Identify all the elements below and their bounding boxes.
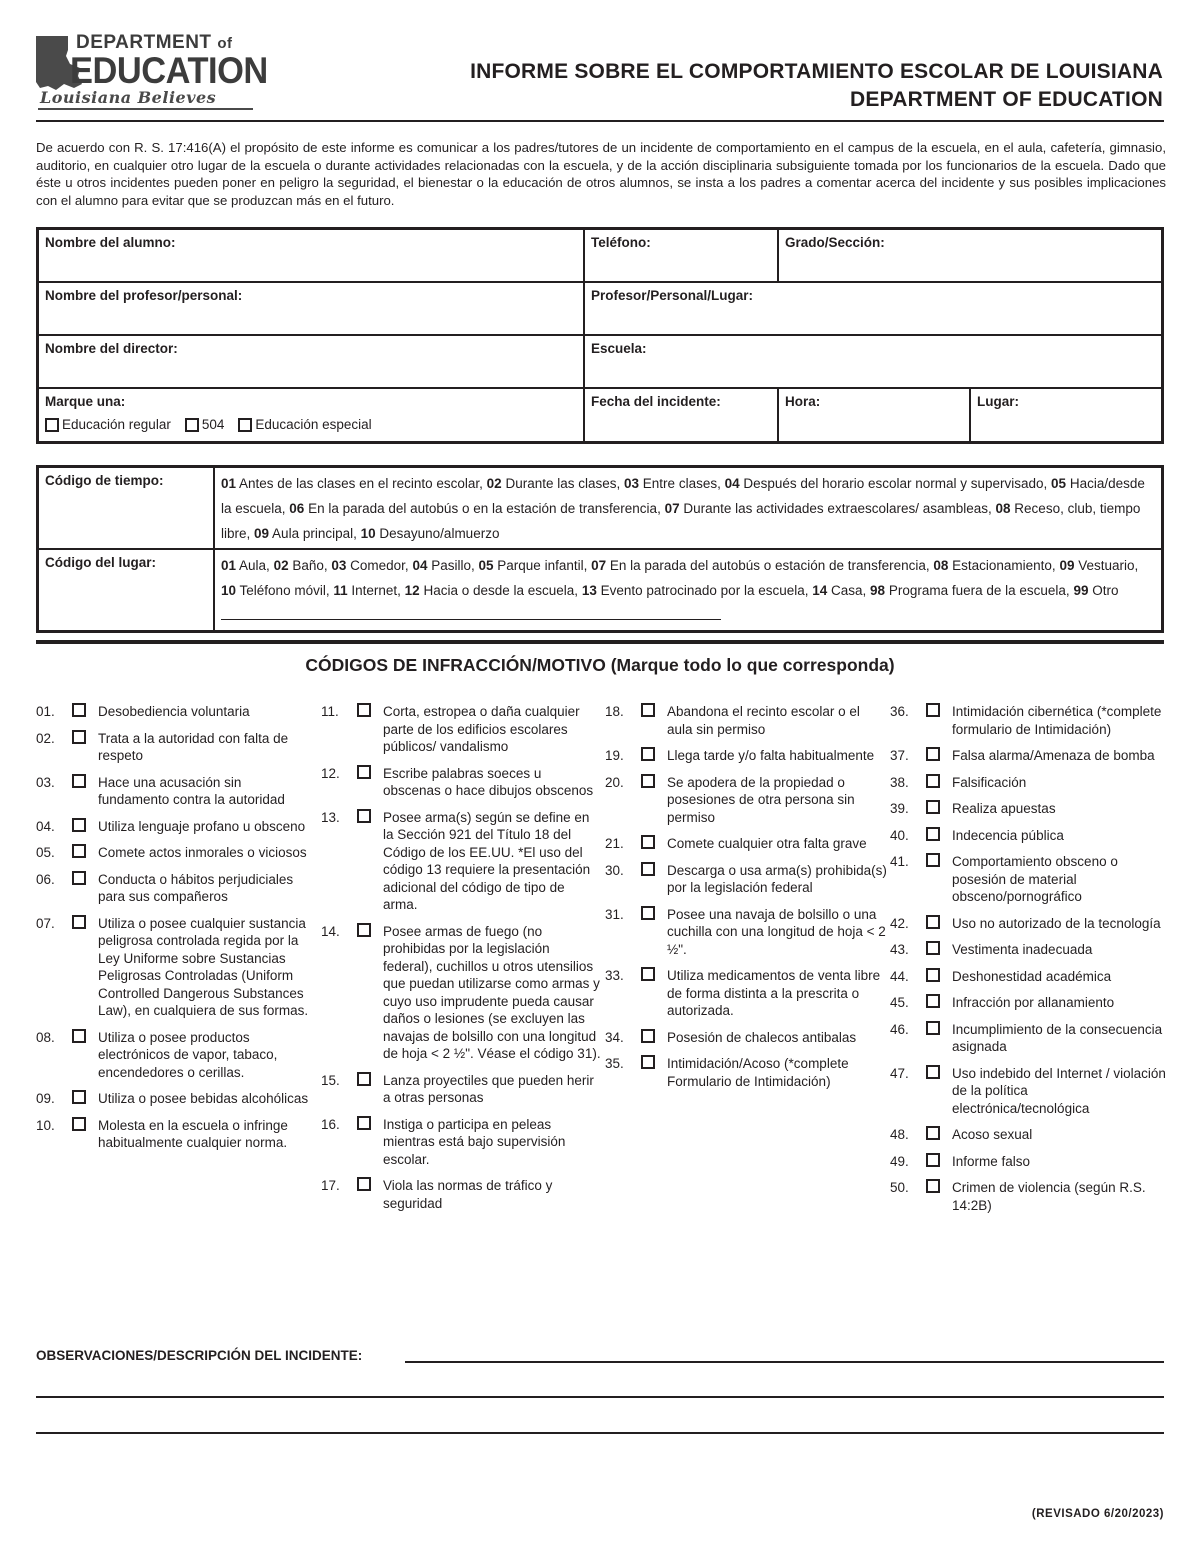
- option-regular-label: Educación regular: [62, 417, 171, 432]
- teacher-place-field[interactable]: [585, 283, 1161, 334]
- infraction-text: Deshonestidad académica: [952, 968, 1112, 984]
- infraction-item-14: [321, 923, 601, 1063]
- code-description: Durante las clases,: [501, 476, 625, 491]
- infraction-text: Uso no autorizado de la tecnología: [952, 915, 1161, 931]
- infraction-text: Comete cualquier otra falta grave: [667, 836, 867, 851]
- teacher-name-label: Nombre del profesor/personal:: [45, 288, 243, 303]
- infraction-item-37: [890, 747, 1166, 765]
- code-description: Hacia o desde la escuela,: [419, 583, 582, 598]
- code-description: Desayuno/almuerzo: [375, 526, 500, 541]
- code-number: 09: [1059, 558, 1075, 573]
- infraction-item-10: [36, 1117, 312, 1152]
- infraction-number: 09.: [36, 1091, 55, 1106]
- infraction-checkbox[interactable]: [926, 1065, 940, 1079]
- infraction-item-15: [321, 1072, 601, 1107]
- school-field[interactable]: [585, 336, 1161, 387]
- infraction-item-43: [890, 941, 1166, 959]
- code-description: Casa,: [827, 583, 871, 598]
- infraction-number: 42.: [890, 915, 909, 931]
- place-code-row: [39, 548, 1161, 630]
- code-number: 13: [581, 583, 597, 598]
- header-divider: [36, 120, 1164, 122]
- infraction-checkbox[interactable]: [926, 853, 940, 867]
- infraction-item-36: [890, 703, 1166, 738]
- checkbox-504[interactable]: [185, 418, 199, 432]
- infraction-checkbox[interactable]: [926, 703, 940, 717]
- infraction-number: 43.: [890, 942, 909, 957]
- revision-date: (REVISADO 6/20/2023): [1031, 1508, 1164, 1520]
- time-field[interactable]: [779, 389, 971, 441]
- code-number: 98: [870, 583, 886, 598]
- option-special-label: Educación especial: [255, 417, 372, 432]
- infraction-number: 41.: [890, 854, 909, 869]
- infraction-number: 10.: [36, 1117, 55, 1133]
- section-divider: [36, 640, 1164, 644]
- code-number: 08: [933, 558, 949, 573]
- infraction-number: 01.: [36, 704, 55, 719]
- teacher-name-field[interactable]: [39, 283, 585, 334]
- infraction-number: 20.: [605, 774, 624, 790]
- infraction-text: Instiga o participa en peleas mientras está bajo supervisión escolar.: [383, 1116, 566, 1167]
- infraction-item-41: [890, 853, 1166, 906]
- observations-line-2[interactable]: [36, 1396, 1164, 1398]
- infraction-number: 03.: [36, 774, 55, 790]
- infractions-column-4: [890, 703, 1166, 1223]
- infraction-item-34: [605, 1029, 887, 1047]
- infraction-number: 04.: [36, 818, 55, 834]
- infraction-item-31: [605, 906, 887, 959]
- infraction-item-09: [36, 1090, 312, 1108]
- infraction-checkbox[interactable]: [357, 1072, 371, 1086]
- infraction-text: Se apodera de la propiedad o posesiones de otra persona sin permiso: [667, 774, 855, 825]
- form-subtitle: DEPARTMENT OF EDUCATION: [850, 88, 1163, 111]
- infraction-checkbox[interactable]: [72, 774, 86, 788]
- infraction-item-30: [605, 862, 887, 897]
- code-number: 14: [812, 583, 828, 598]
- infraction-checkbox[interactable]: [641, 703, 655, 717]
- infraction-text: Indecencia pública: [952, 827, 1064, 843]
- infraction-number: 30.: [605, 862, 624, 878]
- school-label: Escuela:: [591, 341, 647, 356]
- infractions-column-3: [605, 703, 887, 1099]
- infraction-item-39: [890, 800, 1166, 818]
- infraction-number: 21.: [605, 836, 624, 851]
- code-description: En la parada del autobús o en la estación de transferencia,: [304, 501, 665, 516]
- infractions-column-2: [321, 703, 601, 1221]
- infraction-checkbox[interactable]: [926, 941, 940, 955]
- infraction-text: Utiliza o posee bebidas alcohólicas: [98, 1091, 309, 1106]
- infraction-number: 44.: [890, 968, 909, 984]
- infraction-item-40: [890, 827, 1166, 845]
- infraction-checkbox[interactable]: [926, 1179, 940, 1193]
- infraction-number: 38.: [890, 774, 909, 790]
- infraction-text: Intimidación/Acoso (*complete Formulario de Intimidación): [667, 1056, 849, 1089]
- code-number: 01: [221, 476, 237, 491]
- infraction-item-35: [605, 1055, 887, 1090]
- infraction-checkbox[interactable]: [641, 747, 655, 761]
- infraction-checkbox[interactable]: [72, 915, 86, 929]
- code-description: Después del horario escolar normal y supervisado,: [739, 476, 1052, 491]
- department-logo: [34, 30, 268, 112]
- time-code-label: Código de tiempo:: [39, 468, 215, 548]
- code-number: 10: [360, 526, 376, 541]
- code-description: Parque infantil,: [493, 558, 592, 573]
- observations-line-1[interactable]: [405, 1361, 1164, 1363]
- infraction-text: Llega tarde y/o falta habitualmente: [667, 748, 875, 763]
- infraction-text: Uso indebido del Internet / violación de la política electrónica/tecnológica: [952, 1065, 1166, 1116]
- infraction-number: 34.: [605, 1029, 624, 1045]
- infraction-checkbox[interactable]: [72, 844, 86, 858]
- infraction-text: Descarga o usa arma(s) prohibida(s) por la legislación federal: [667, 862, 887, 895]
- infraction-item-20: [605, 774, 887, 827]
- code-description: Aula principal,: [269, 526, 361, 541]
- infraction-item-03: [36, 774, 312, 809]
- infraction-item-04: [36, 818, 312, 836]
- infraction-item-12: [321, 765, 601, 800]
- code-number: 08: [995, 501, 1011, 516]
- code-number: 07: [591, 558, 607, 573]
- checkbox-regular-education[interactable]: [45, 418, 59, 432]
- infraction-item-18: [605, 703, 887, 738]
- infraction-text: Posee una navaja de bolsillo o una cuchilla con una longitud de hoja < 2 ½".: [667, 906, 886, 957]
- phone-label: Teléfono:: [591, 235, 651, 250]
- infraction-text: Corta, estropea o daña cualquier parte de los edificios escolares públicos/ vandalismo: [383, 704, 580, 754]
- infraction-number: 16.: [321, 1116, 340, 1132]
- info-row-teacher: [39, 283, 1161, 336]
- infraction-checkbox[interactable]: [357, 1177, 371, 1191]
- infraction-checkbox[interactable]: [926, 800, 940, 814]
- infraction-checkbox[interactable]: [641, 1029, 655, 1043]
- infraction-number: 48.: [890, 1127, 909, 1142]
- infraction-checkbox[interactable]: [72, 703, 86, 717]
- infraction-text: Falsificación: [952, 774, 1027, 790]
- infraction-text: Crimen de violencia (según R.S. 14:2B): [952, 1180, 1146, 1213]
- place-label: Lugar:: [977, 394, 1019, 409]
- form-title: INFORME SOBRE EL COMPORTAMIENTO ESCOLAR DE LOUISIANA: [470, 60, 1163, 83]
- infraction-number: 11.: [321, 704, 339, 719]
- infractions-section-title: CÓDIGOS DE INFRACCIÓN/MOTIVO (Marque todo lo que corresponda): [305, 655, 895, 675]
- infraction-number: 45.: [890, 995, 909, 1010]
- infraction-text: Infracción por allanamiento: [952, 995, 1115, 1010]
- observations-label: OBSERVACIONES/DESCRIPCIÓN DEL INCIDENTE:: [36, 1348, 363, 1363]
- intro-paragraph: De acuerdo con R. S. 17:416(A) el propósito de este informe es comunicar a los padres/tutores de un incidente de comportamiento en el campus de la escuela, en el aula, cafetería, gimnasio, auditorio, en cualquier otro lugar de la escuela o durante actividades relacionadas con la escuela, y de la acción disciplinaria subsiguiente tomada por los funcionarios de la escuela. Dado que éste u otros incidentes pueden poner en peligro la seguridad, el bienestar o la educación de otros alumnos, se insta a los padres a comentar acerca del incidente y sus posibles implicaciones con el alumno para evitar que se produzcan más en el futuro.: [36, 140, 1166, 208]
- logo-underline: [38, 108, 253, 110]
- code-description: Aula,: [236, 558, 274, 573]
- other-place-blank[interactable]: [221, 606, 721, 620]
- infraction-checkbox[interactable]: [72, 1029, 86, 1043]
- infraction-item-19: [605, 747, 887, 765]
- infraction-text: Trata a la autoridad con falta de respeto: [98, 730, 289, 763]
- infraction-number: 13.: [321, 809, 340, 825]
- infraction-number: 18.: [605, 704, 624, 719]
- code-description: Teléfono móvil,: [236, 583, 334, 598]
- infraction-number: 05.: [36, 845, 55, 860]
- infraction-number: 02.: [36, 730, 55, 746]
- infraction-item-50: [890, 1179, 1166, 1214]
- code-description: Otro: [1088, 583, 1119, 598]
- infraction-checkbox[interactable]: [72, 1117, 86, 1131]
- code-description: Antes de las clases en el recinto escolar,: [236, 476, 487, 491]
- teacher-place-label: Profesor/Personal/Lugar:: [591, 288, 754, 303]
- infraction-checkbox[interactable]: [926, 747, 940, 761]
- infraction-number: 39.: [890, 801, 909, 816]
- code-number: 09: [254, 526, 270, 541]
- infraction-checkbox[interactable]: [357, 703, 371, 717]
- infraction-item-11: [321, 703, 601, 756]
- infraction-checkbox[interactable]: [926, 1126, 940, 1140]
- infraction-text: Incumplimiento de la consecuencia asignada: [952, 1021, 1163, 1054]
- infraction-checkbox[interactable]: [357, 765, 371, 779]
- mark-one-label: Marque una:: [45, 394, 126, 409]
- code-description: Entre clases,: [639, 476, 725, 491]
- infractions-column-1: [36, 703, 312, 1161]
- code-number: 11: [333, 583, 348, 598]
- principal-name-field[interactable]: [39, 336, 585, 387]
- code-number: 07: [664, 501, 680, 516]
- infraction-item-02: [36, 730, 312, 765]
- checkbox-special-education[interactable]: [238, 418, 252, 432]
- infraction-number: 15.: [321, 1072, 340, 1088]
- code-description: Evento patrocinado por la escuela,: [596, 583, 813, 598]
- code-number: 04: [724, 476, 740, 491]
- infraction-text: Molesta en la escuela o infringe habitualmente cualquier norma.: [98, 1117, 288, 1150]
- infraction-checkbox[interactable]: [641, 906, 655, 920]
- infraction-checkbox[interactable]: [926, 994, 940, 1008]
- infraction-item-21: [605, 835, 887, 853]
- code-number: 10: [221, 583, 237, 598]
- logo-line-education: EDUCATION: [70, 50, 268, 91]
- code-number: 02: [486, 476, 502, 491]
- infraction-checkbox[interactable]: [926, 968, 940, 982]
- infraction-item-13: [321, 809, 601, 914]
- infraction-text: Falsa alarma/Amenaza de bomba: [952, 748, 1155, 763]
- infraction-number: 07.: [36, 915, 55, 931]
- infraction-text: Utiliza medicamentos de venta libre de forma distinta a la prescrita o autorizada.: [667, 968, 881, 1018]
- student-name-label: Nombre del alumno:: [45, 235, 176, 250]
- infraction-checkbox[interactable]: [641, 967, 655, 981]
- infraction-checkbox[interactable]: [926, 827, 940, 841]
- infraction-checkbox[interactable]: [641, 862, 655, 876]
- code-description: Internet,: [347, 583, 405, 598]
- code-number: 01: [221, 558, 237, 573]
- code-description: Baño,: [288, 558, 332, 573]
- infraction-checkbox[interactable]: [926, 1021, 940, 1035]
- logo-line-department: DEPARTMENT of: [76, 32, 233, 53]
- time-label: Hora:: [785, 394, 821, 409]
- place-code-list: [215, 550, 1161, 630]
- info-row-principal: [39, 336, 1161, 389]
- infraction-checkbox[interactable]: [926, 915, 940, 929]
- infraction-checkbox[interactable]: [641, 835, 655, 849]
- code-number: 03: [331, 558, 347, 573]
- student-info-table: [36, 227, 1164, 444]
- info-row-program: [39, 389, 1161, 441]
- option-504-label: 504: [201, 417, 225, 432]
- code-description: En la parada del autobús o estación de transferencia,: [606, 558, 934, 573]
- infraction-checkbox[interactable]: [641, 1055, 655, 1069]
- infraction-number: 17.: [321, 1178, 340, 1193]
- code-number: 99: [1073, 583, 1089, 598]
- infraction-number: 08.: [36, 1029, 55, 1045]
- code-description: Programa fuera de la escuela,: [885, 583, 1074, 598]
- infraction-text: Posee armas de fuego (no prohibidas por la legislación federal), cuchillos u otros utensilios que puedan utilizarse como armas y cuyo uso imprudente pueda causar daños o lesiones (se excluyen las navajas de bolsillo con una longitud de hoja < 2 ½". Véase el código 31).: [383, 923, 601, 1061]
- infraction-text: Conducta o hábitos perjudiciales para sus compañeros: [98, 871, 294, 904]
- principal-name-label: Nombre del director:: [45, 341, 178, 356]
- time-code-list: [215, 468, 1161, 548]
- incident-date-label: Fecha del incidente:: [591, 394, 721, 409]
- infraction-number: 35.: [605, 1056, 624, 1071]
- infraction-text: Vestimenta inadecuada: [952, 942, 1093, 957]
- infraction-number: 33.: [605, 968, 624, 983]
- infraction-item-49: [890, 1153, 1166, 1171]
- infraction-number: 06.: [36, 871, 55, 887]
- infraction-text: Posee arma(s) según se define en la Sección 921 del Título 18 del Código de los EE.UU. *El uso del código 13 requiere la presentación adicional del código de tipo de arma.: [383, 809, 591, 912]
- code-description: Receso, club, tiempo libre,: [221, 501, 1141, 541]
- place-code-label: Código del lugar:: [39, 550, 215, 630]
- option-regular-education[interactable]: [45, 417, 171, 432]
- infraction-checkbox[interactable]: [357, 809, 371, 823]
- infraction-checkbox[interactable]: [357, 923, 371, 937]
- infraction-item-01: [36, 703, 312, 721]
- infraction-number: 36.: [890, 704, 909, 719]
- infraction-checkbox[interactable]: [641, 774, 655, 788]
- infraction-item-16: [321, 1116, 601, 1169]
- infraction-item-47: [890, 1065, 1166, 1118]
- infraction-item-05: [36, 844, 312, 862]
- infraction-text: Intimidación cibernética (*complete formulario de Intimidación): [952, 704, 1162, 737]
- infraction-item-45: [890, 994, 1166, 1012]
- incident-date-field[interactable]: [585, 389, 779, 441]
- infraction-item-48: [890, 1126, 1166, 1144]
- code-number: 02: [273, 558, 289, 573]
- student-name-field[interactable]: [39, 230, 585, 281]
- infraction-text: Utiliza o posee cualquier sustancia peligrosa controlada regida por la Ley Uniforme sobre Sustancias Peligrosas Controladas (Uniform Controlled Dangerous Substances Law), en cualquiera de sus formas.: [98, 915, 309, 1018]
- infraction-checkbox[interactable]: [72, 730, 86, 744]
- infraction-text: Posesión de chalecos antibalas: [667, 1029, 857, 1045]
- infraction-number: 19.: [605, 748, 624, 763]
- code-description: Estacionamiento,: [948, 558, 1060, 573]
- infraction-text: Hace una acusación sin fundamento contra la autoridad: [98, 774, 285, 807]
- infraction-checkbox[interactable]: [72, 1090, 86, 1104]
- infraction-checkbox[interactable]: [926, 774, 940, 788]
- infraction-item-38: [890, 774, 1166, 792]
- grade-label: Grado/Sección:: [785, 235, 885, 250]
- infraction-text: Viola las normas de tráfico y seguridad: [383, 1178, 553, 1211]
- infraction-text: Informe falso: [952, 1153, 1031, 1169]
- infraction-item-07: [36, 915, 312, 1020]
- observations-line-3[interactable]: [36, 1432, 1164, 1434]
- infraction-number: 31.: [605, 906, 624, 922]
- code-description: Hacia/desde la escuela,: [221, 476, 1145, 516]
- code-description: Vestuario,: [1074, 558, 1139, 573]
- infraction-item-44: [890, 968, 1166, 986]
- logo-tagline: Louisiana Believes: [40, 88, 217, 107]
- place-field[interactable]: [971, 389, 1161, 441]
- infraction-text: Acoso sexual: [952, 1127, 1033, 1142]
- infraction-text: Comportamiento obsceno o posesión de material obsceno/pornográfico: [952, 854, 1118, 904]
- infraction-number: 47.: [890, 1065, 909, 1081]
- infraction-number: 50.: [890, 1180, 909, 1195]
- infraction-number: 12.: [321, 765, 340, 781]
- time-code-row: [39, 468, 1161, 548]
- option-504[interactable]: [185, 417, 225, 432]
- code-number: 04: [412, 558, 428, 573]
- infraction-text: Escribe palabras soeces u obscenas o hace dibujos obscenos: [383, 765, 594, 798]
- infraction-text: Realiza apuestas: [952, 801, 1056, 816]
- code-number: 03: [624, 476, 640, 491]
- infraction-number: 14.: [321, 923, 340, 939]
- info-row-student: [39, 230, 1161, 283]
- phone-field[interactable]: [585, 230, 779, 281]
- infraction-checkbox[interactable]: [357, 1116, 371, 1130]
- infraction-item-42: [890, 915, 1166, 933]
- code-description: Durante las actividades extraescolares/ asambleas,: [679, 501, 996, 516]
- grade-field[interactable]: [779, 230, 1161, 281]
- infraction-text: Lanza proyectiles que pueden herir a otras personas: [383, 1072, 594, 1105]
- program-type-options: [45, 417, 386, 432]
- option-special-education[interactable]: [238, 417, 371, 432]
- infraction-item-46: [890, 1021, 1166, 1056]
- infraction-item-33: [605, 967, 887, 1020]
- infraction-checkbox[interactable]: [72, 818, 86, 832]
- program-type-cell: [39, 389, 585, 441]
- code-description: Pasillo,: [427, 558, 479, 573]
- infraction-text: Utiliza lenguaje profano u obsceno: [98, 818, 306, 834]
- infraction-item-06: [36, 871, 312, 906]
- infraction-text: Desobediencia voluntaria: [98, 704, 250, 719]
- codes-table: [36, 465, 1164, 633]
- infraction-text: Comete actos inmorales o viciosos: [98, 845, 307, 860]
- infraction-number: 46.: [890, 1021, 909, 1037]
- code-number: 06: [289, 501, 305, 516]
- infraction-number: 49.: [890, 1153, 909, 1169]
- infraction-item-17: [321, 1177, 601, 1212]
- infraction-number: 40.: [890, 827, 909, 843]
- code-number: 05: [1051, 476, 1067, 491]
- infraction-item-08: [36, 1029, 312, 1082]
- code-number: 05: [478, 558, 494, 573]
- infraction-text: Utiliza o posee productos electrónicos de vapor, tabaco, encendedores o cerillas.: [98, 1029, 278, 1080]
- infraction-text: Abandona el recinto escolar o el aula sin permiso: [667, 704, 860, 737]
- infraction-checkbox[interactable]: [72, 871, 86, 885]
- code-number: 12: [404, 583, 420, 598]
- infraction-checkbox[interactable]: [926, 1153, 940, 1167]
- infraction-number: 37.: [890, 748, 909, 763]
- code-description: Comedor,: [346, 558, 413, 573]
